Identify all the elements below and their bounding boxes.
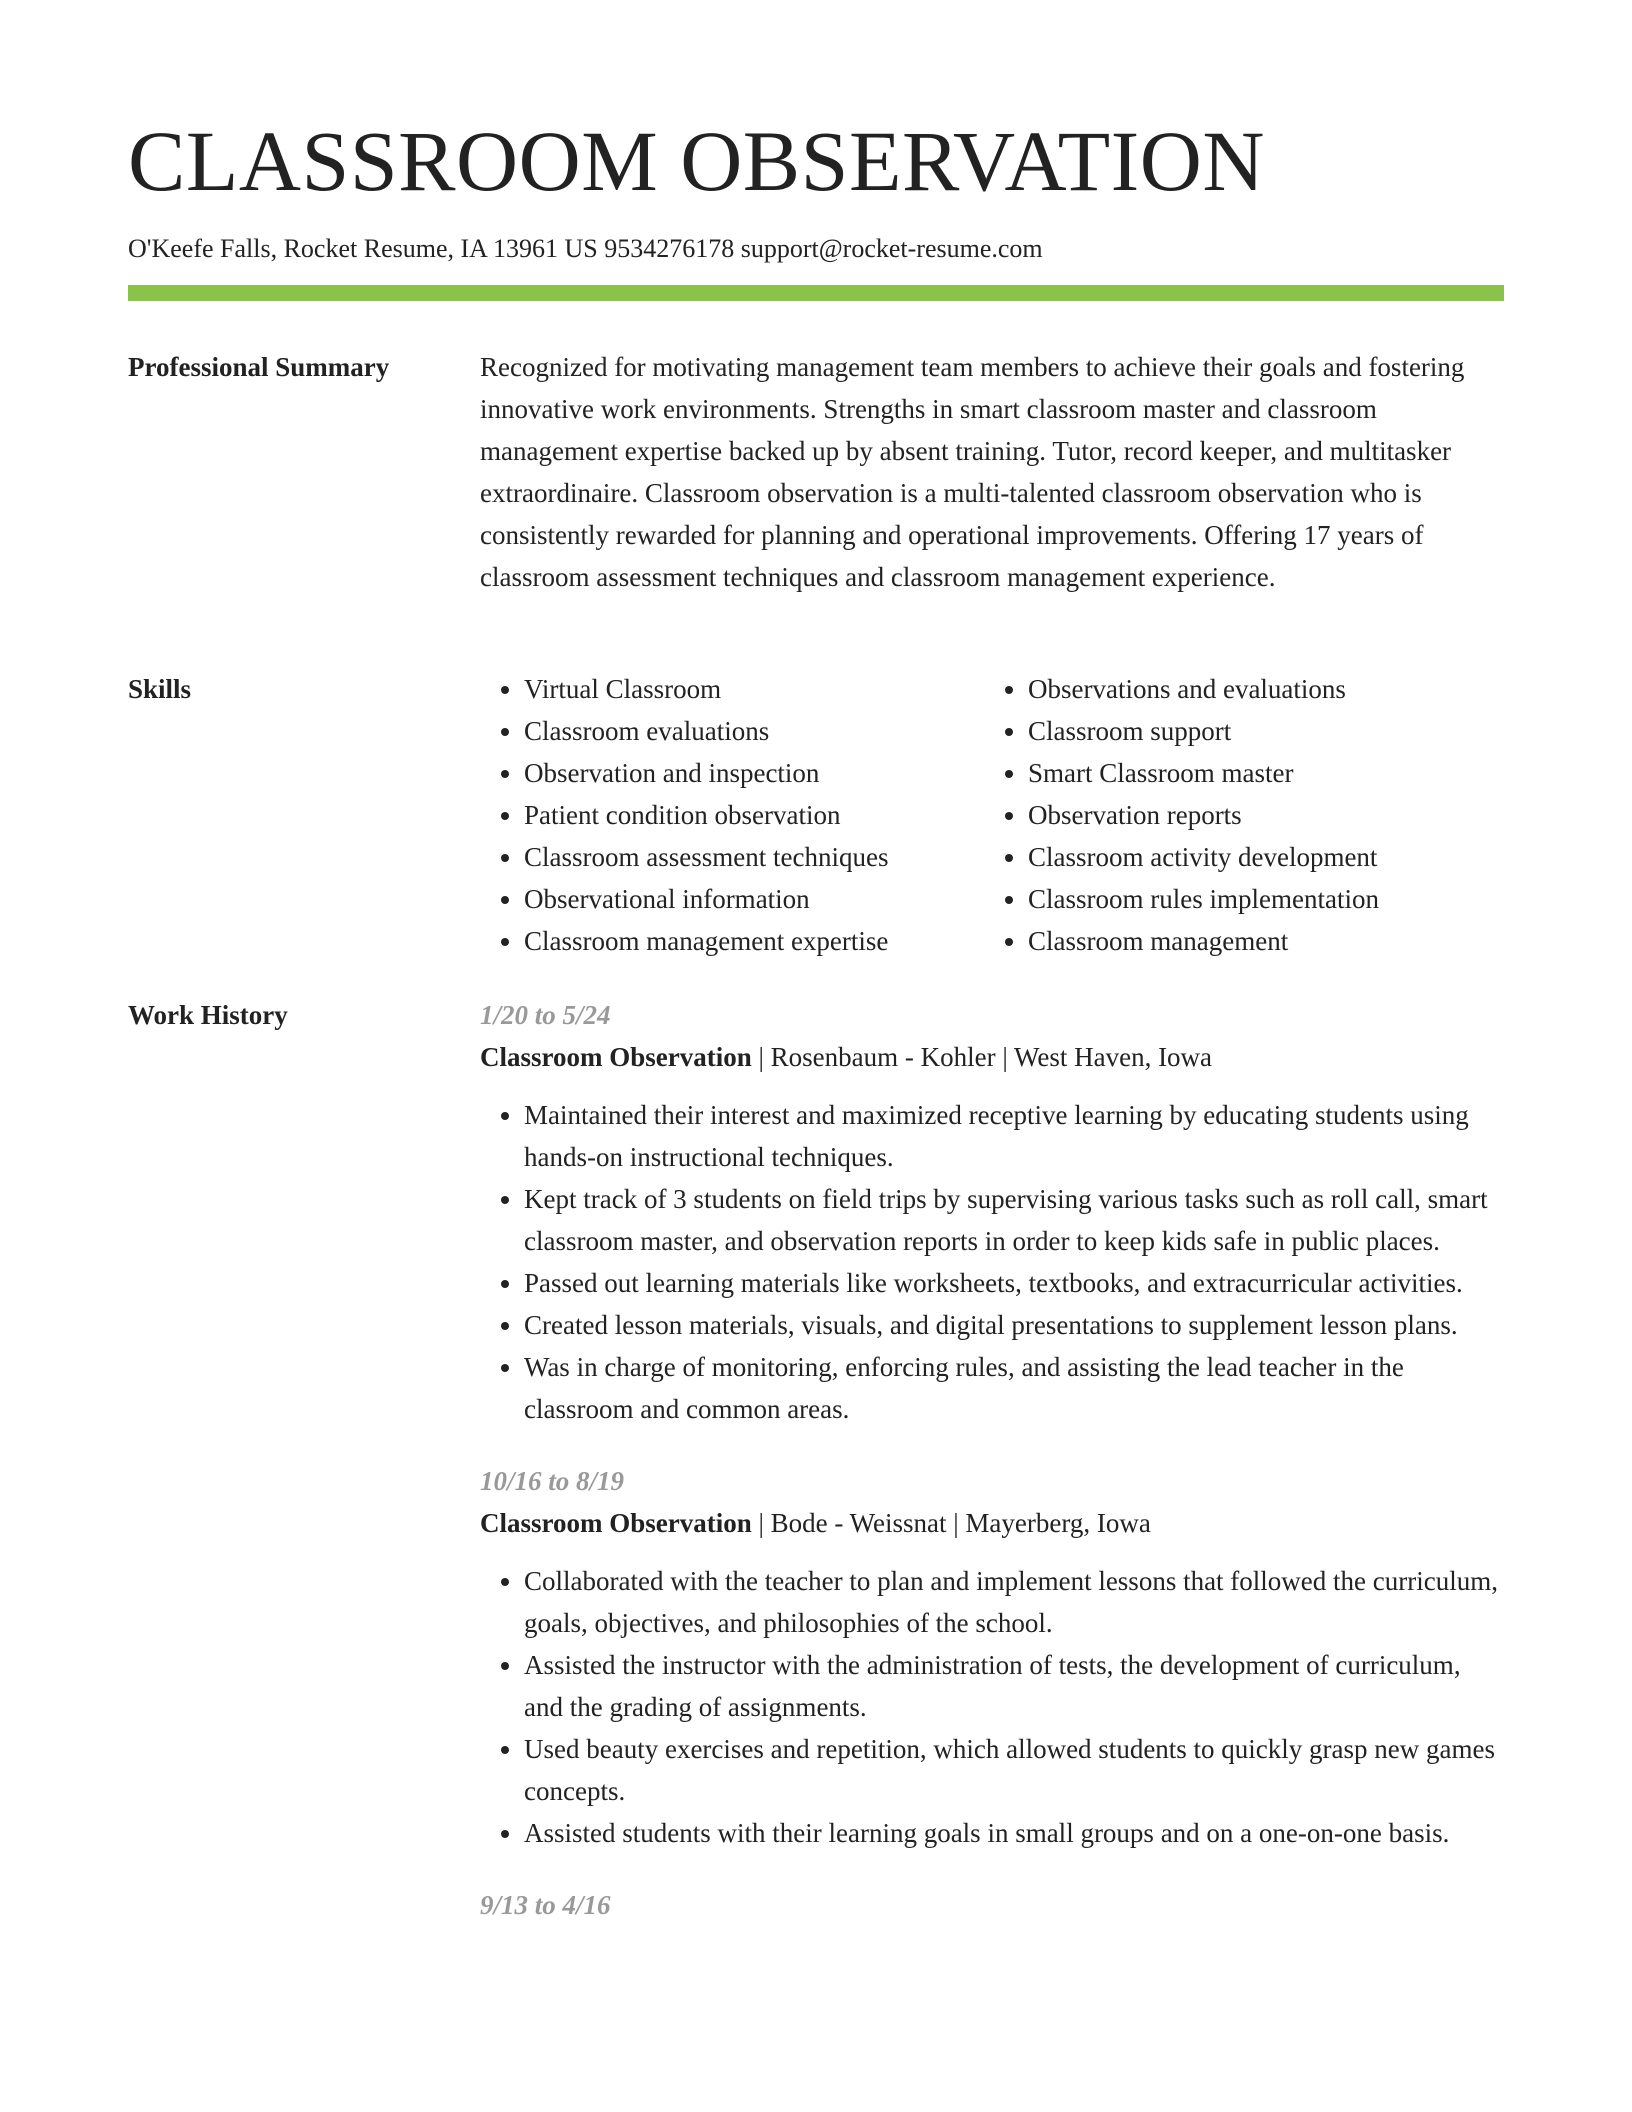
- summary-text: Recognized for motivating management team members to achieve their goals and fostering innovative work environments. Strengths in smart classroom master and classroom management expertise backed up by absent training. Tutor, record keeper, and multitasker extraordinaire. Classroom observation is a multi-talented classroom observation who is consistently rewarded for planning and operational improvements. Offering 17 years of classroom assessment techniques and classroom management experience.: [480, 352, 1465, 592]
- job-bullet: • Passed out learning materials like worksheets, textbooks, and extracurricular activities.: [524, 1262, 1504, 1304]
- summary-heading: Professional Summary: [128, 352, 390, 382]
- job-bullet: • Maintained their interest and maximized receptive learning by educating students using hands-on instructional techniques.: [524, 1094, 1504, 1178]
- job-bullet: • Used beauty exercises and repetition, which allowed students to quickly grasp new games concepts.: [524, 1728, 1504, 1812]
- job-bullet: • Kept track of 3 students on field trips by supervising various tasks such as roll call, smart classroom master, and observation reports in order to keep kids safe in public places.: [524, 1178, 1504, 1262]
- job-bullet: • Assisted students with their learning goals in small groups and on a one-on-one basis.: [524, 1812, 1504, 1854]
- job-bullet: • Was in charge of monitoring, enforcing rules, and assisting the lead teacher in the classroom and common areas.: [524, 1346, 1504, 1430]
- skills-body: [480, 668, 1504, 962]
- skill-item: • Observation reports: [1028, 794, 1488, 836]
- job-entry: [480, 1460, 1504, 1854]
- job-bullet: • Collaborated with the teacher to plan and implement lessons that followed the curriculum, goals, objectives, and philosophies of the school.: [524, 1560, 1504, 1644]
- job-title-line: [480, 1036, 1504, 1078]
- job-dates: 1/20 to 5/24: [480, 1000, 611, 1030]
- job-dates: 10/16 to 8/19: [480, 1466, 625, 1496]
- skill-item: • Observational information: [524, 878, 984, 920]
- job-bullet: • Assisted the instructor with the administration of tests, the development of curriculum, and the grading of assignments.: [524, 1644, 1504, 1728]
- job-bullet: • Created lesson materials, visuals, and digital presentations to supplement lesson plans.: [524, 1304, 1504, 1346]
- skills-list-col1: [480, 668, 984, 962]
- skill-item: • Smart Classroom master: [1028, 752, 1488, 794]
- skill-item: • Classroom support: [1028, 710, 1488, 752]
- work-history-heading: Work History: [128, 1000, 288, 1030]
- skill-item: • Classroom evaluations: [524, 710, 984, 752]
- skill-item: • Classroom assessment techniques: [524, 836, 984, 878]
- job-bullets: [480, 1094, 1504, 1430]
- skills-heading: Skills: [128, 674, 192, 704]
- job-employer-location: | Rosenbaum - Kohler | West Haven, Iowa: [751, 1042, 1213, 1072]
- job-bullets: [480, 1560, 1504, 1854]
- job-title: Classroom Observation: [480, 1042, 752, 1072]
- skills-list-col2: [984, 668, 1488, 962]
- header-divider: [128, 285, 1504, 301]
- job-title-line: [480, 1502, 1504, 1544]
- skill-item: • Classroom activity development: [1028, 836, 1488, 878]
- skill-item: • Classroom management: [1028, 920, 1488, 962]
- resume-name: CLASSROOM OBSERVATION: [128, 113, 1265, 209]
- skill-item: • Classroom rules implementation: [1028, 878, 1488, 920]
- job-entry: [480, 1884, 1504, 1926]
- skill-item: • Virtual Classroom: [524, 668, 984, 710]
- skill-item: • Classroom management expertise: [524, 920, 984, 962]
- contact-line: O'Keefe Falls, Rocket Resume, IA 13961 US 9534276178 support@rocket-resume.com: [128, 234, 1043, 263]
- job-employer-location: | Bode - Weissnat | Mayerberg, Iowa: [751, 1508, 1151, 1538]
- work-history-body: [480, 994, 1504, 1956]
- skill-item: • Observations and evaluations: [1028, 668, 1488, 710]
- summary-body: [480, 346, 1504, 598]
- job-title: Classroom Observation: [480, 1508, 752, 1538]
- skill-item: • Patient condition observation: [524, 794, 984, 836]
- job-entry: [480, 994, 1504, 1430]
- skill-item: • Observation and inspection: [524, 752, 984, 794]
- job-dates: 9/13 to 4/16: [480, 1890, 611, 1920]
